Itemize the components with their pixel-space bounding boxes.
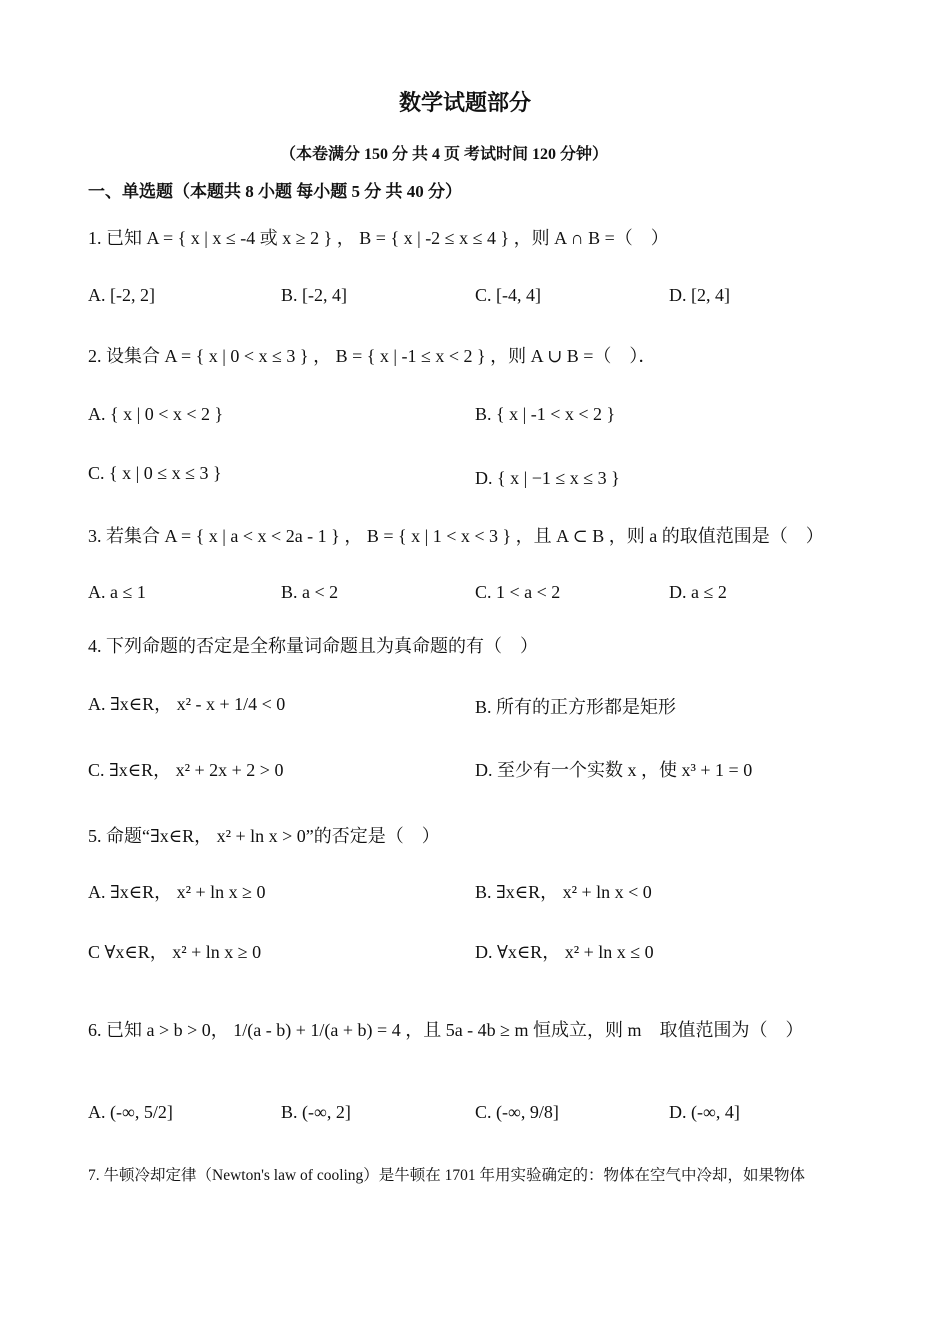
question-3-option-c: C. 1 < a < 2 bbox=[475, 582, 561, 602]
question-1-option-d: D. [2, 4] bbox=[669, 285, 730, 305]
question-3-option-b: B. a < 2 bbox=[281, 582, 339, 602]
question-2-option-b: B. { x | -1 < x < 2 } bbox=[475, 404, 616, 424]
question-3-option-d: D. a ≤ 2 bbox=[669, 582, 727, 602]
question-2-option-a: A. { x | 0 < x < 2 } bbox=[88, 404, 224, 424]
question-5-option-d: D. ∀x∈R， x² + ln x ≤ 0 bbox=[475, 942, 654, 962]
question-6-option-d: D. (-∞, 4] bbox=[669, 1102, 740, 1122]
question-4-option-a: A. ∃x∈R， x² - x + 1/4 < 0 bbox=[88, 694, 286, 714]
question-2-stem: 2. 设集合 A = { x | 0 < x ≤ 3 } ， B = { x | -1 ≤ x < 2 } ，则 A ∪ B =（ ）． bbox=[88, 346, 657, 366]
question-6-option-b: B. (-∞, 2] bbox=[281, 1102, 351, 1122]
question-6-option-c: C. (-∞, 9/8] bbox=[475, 1102, 559, 1122]
question-7-stem: 7. 牛顿冷却定律（Newton's law of cooling）是牛顿在 1701 年用实验确定的：物体在空气中冷却，如果物体 bbox=[88, 1167, 806, 1184]
question-3-option-a: A. a ≤ 1 bbox=[88, 582, 146, 602]
question-6-option-a: A. (-∞, 5/2] bbox=[88, 1102, 173, 1122]
question-2-option-c: C. { x | 0 ≤ x ≤ 3 } bbox=[88, 463, 222, 483]
section-heading: 一、单选题（本题共 8 小题 每小题 5 分 共 40 分） bbox=[88, 182, 462, 201]
page-title: 数学试题部分 bbox=[399, 90, 532, 115]
question-4-option-b: B. 所有的正方形都是矩形 bbox=[475, 697, 677, 717]
question-1-stem: 1. 已知 A = { x | x ≤ -4 或 x ≥ 2 } ， B = { x | -2 ≤ x ≤ 4 } ，则 A ∩ B =（ ） bbox=[88, 228, 669, 248]
question-4-option-d: D. 至少有一个实数 x ，使 x³ + 1 = 0 bbox=[475, 760, 753, 780]
question-5-stem: 5. 命题“∃x∈R， x² + ln x > 0”的否定是（ ） bbox=[88, 826, 440, 846]
question-6-stem: 6. 已知 a > b > 0， 1/(a - b) + 1/(a + b) = 4 ，且 5a - 4b ≥ m 恒成立，则 m 取值范围为（ ） bbox=[88, 1020, 804, 1040]
exam-subtitle: （本卷满分 150 分 共 4 页 考试时间 120 分钟） bbox=[280, 146, 609, 163]
question-1-option-b: B. [-2, 4] bbox=[281, 285, 347, 305]
question-5-option-c: C ∀x∈R， x² + ln x ≥ 0 bbox=[88, 942, 262, 962]
question-3-stem: 3. 若集合 A = { x | a < x < 2a - 1 } ， B = { x | 1 < x < 3 } ，且 A ⊂ B ，则 a 的取值范围是（ ） bbox=[88, 526, 824, 546]
question-5-option-a: A. ∃x∈R， x² + ln x ≥ 0 bbox=[88, 882, 266, 902]
question-1-option-c: C. [-4, 4] bbox=[475, 285, 541, 305]
question-5-option-b: B. ∃x∈R， x² + ln x < 0 bbox=[475, 882, 652, 902]
question-4-stem: 4. 下列命题的否定是全称量词命题且为真命题的有（ ） bbox=[88, 636, 538, 656]
question-4-option-c: C. ∃x∈R， x² + 2x + 2 > 0 bbox=[88, 760, 284, 780]
question-2-option-d: D. { x | −1 ≤ x ≤ 3 } bbox=[475, 468, 620, 488]
question-1-option-a: A. [-2, 2] bbox=[88, 285, 155, 305]
